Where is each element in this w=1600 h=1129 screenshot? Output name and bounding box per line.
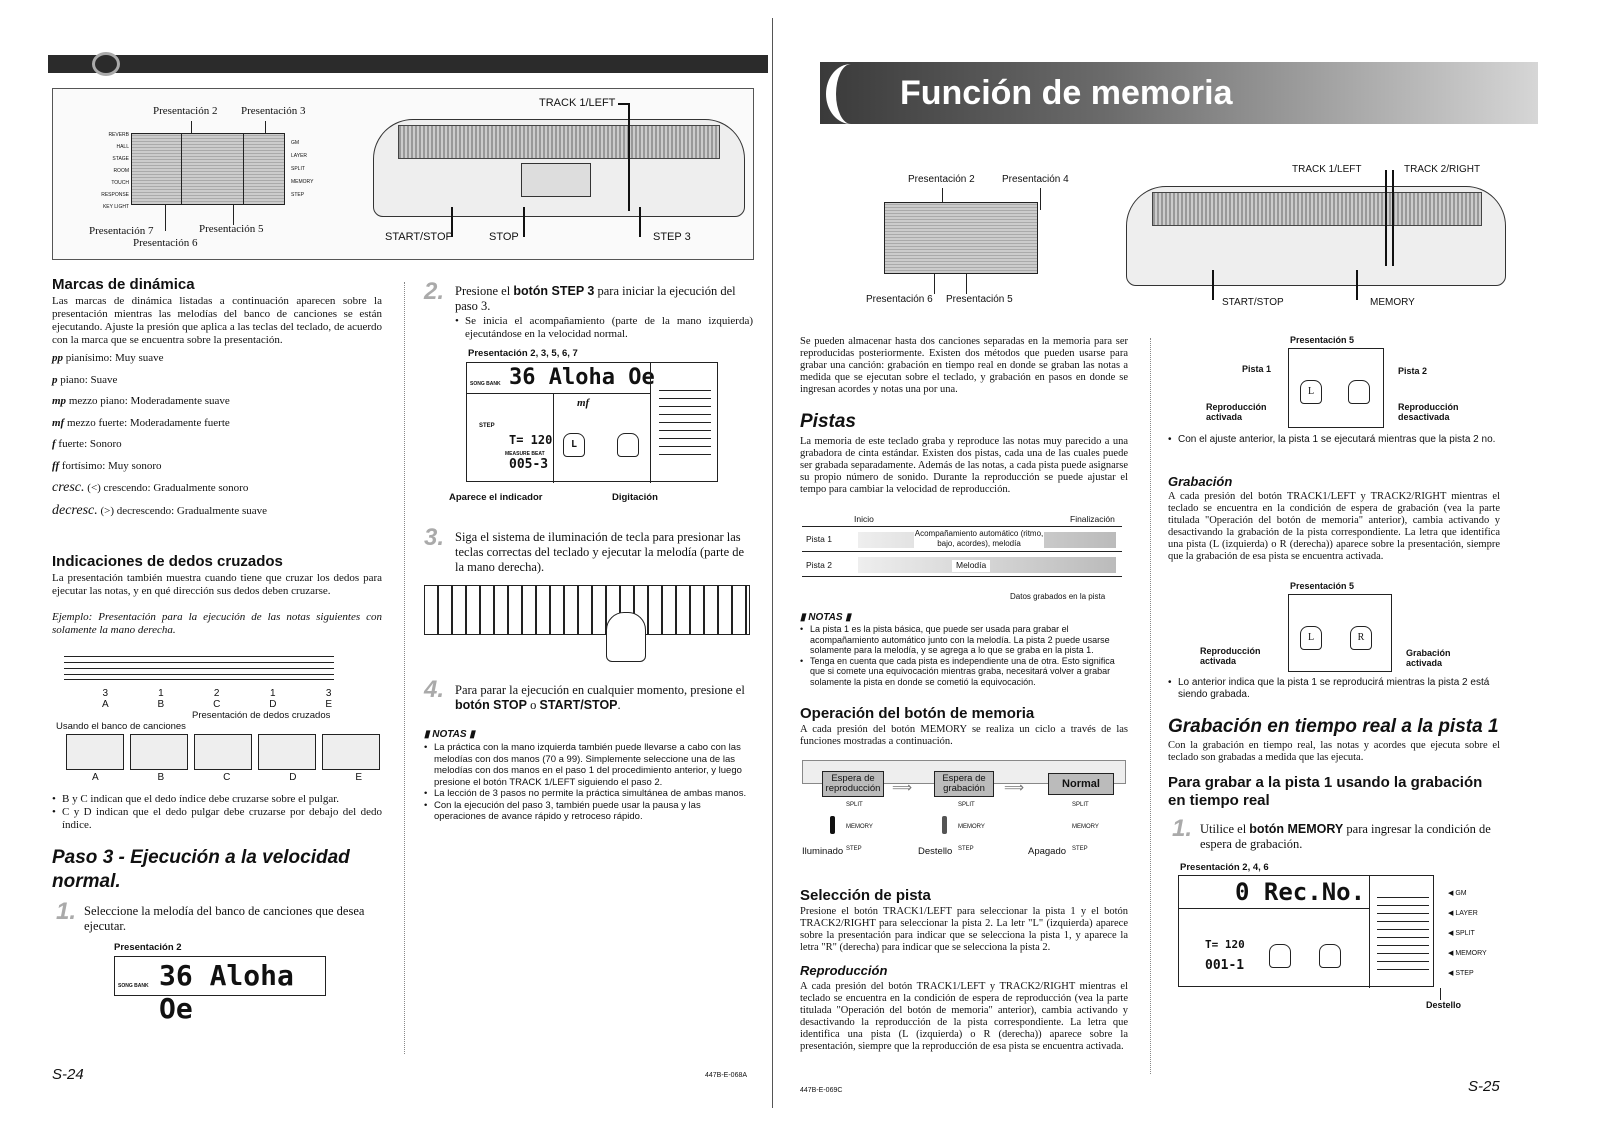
label-grab-act: Grabación activada xyxy=(1406,648,1451,668)
hands-letters: A B C D E xyxy=(92,772,362,783)
step2-text: Presione el botón STEP 3 para iniciar la ejecución del paso 3. xyxy=(455,284,736,313)
operacion-text: A cada presión del botón MEMORY se realiza un ciclo a través de las funciones mostradas a continuación. xyxy=(800,724,1128,747)
state-destello: Destello xyxy=(918,846,953,857)
heading-dedos: Indicaciones de dedos cruzados xyxy=(52,553,283,570)
speaker-grille xyxy=(398,125,720,159)
pista2-desc: Melodía xyxy=(952,560,990,572)
label-r-memory: MEMORY xyxy=(1370,297,1415,308)
indicator-group-1: SPLIT MEMORY STEP xyxy=(820,800,900,860)
side-labels-rec: ◀ GM ◀ LAYER ◀ SPLIT ◀ MEMORY ◀ STEP xyxy=(1448,890,1487,977)
heading-paso3: Paso 3 - Ejecución a la velocidad normal. xyxy=(52,847,350,892)
label-stop: STOP xyxy=(489,231,519,243)
label-pres5-a: Presentación 5 xyxy=(1290,335,1355,345)
header-ornament-right xyxy=(826,64,876,124)
grabacion-text: A cada presión del botón TRACK1/LEFT y TRACK2/RIGHT mientras el teclado se encuentra en la condición de espera de grabación (vea la parte titulada "Operación del botón de memoria" anterior), cambia activando y desactivando la grabación de la pista correspondiente. La letra que identifica una pista (L (izquierda) o R (derecha)) aparece sobre la presentación, siempre que la grabación de esa pista se encuentra activada. xyxy=(1168,491,1500,562)
state-apagado: Apagado xyxy=(1028,846,1067,857)
arrow-icon: ⟹ xyxy=(1004,781,1025,796)
label-pista2: Pista 2 xyxy=(806,560,832,570)
label-start-stop: START/STOP xyxy=(385,231,453,243)
left-hand-icon: L xyxy=(1300,380,1322,404)
label-pista2-a: Pista 2 xyxy=(1398,366,1428,376)
arrow-icon: ⟹ xyxy=(892,781,913,796)
step1-text-right: Utilice el botón MEMORY para ingresar la condición de espera de grabación. xyxy=(1200,822,1491,851)
notas-list-right: • La pista 1 es la pista básica, que puede ser usada para grabar el acompañamiento automático junto con la melodía. La pista 2 puede usarse solamente para la melodía, y se agrega a lo que se graba en la pista 1. • Tenga en cuenta que cada pista es independiente una de otra. Esto significa que si comete una equivocación mientras graba, necesitará volver a grabar solamente la pista en donde se cometió la equivocación. xyxy=(800,624,1130,687)
label-datos-grabados: Datos grabados en la pista xyxy=(1010,592,1106,601)
music-staff-lcd xyxy=(659,383,711,461)
indicator-group-3: SPLIT MEMORY STEP xyxy=(1072,802,1099,852)
col2-bullet-2: • Lo anterior indica que la pista 1 se reproducirá mientras la pista 2 está siendo grabada. xyxy=(1168,677,1500,700)
step3-text: Siga el sistema de iluminación de tecla para presionar las teclas correctas del teclado y ejecutar la melodía (parte de la mano derecha). xyxy=(455,530,745,574)
step2-number: 2. xyxy=(424,278,445,305)
pistas-text: La memoria de este teclado graba y reproduce las notas muy parecido a una grabadora de cinta estándar. Existen dos pistas, cada una de las cuales puede ser grabada separadamente. Además de las notas, a cada pista puede asignarse su propio número de sonido. Durante la reproducción se puede ajustar el tempo para cambiar la velocidad de reproducción. xyxy=(800,436,1128,495)
keyboard-diagram-left xyxy=(52,88,754,260)
label-presentacion-cruzados: Presentación de dedos cruzados xyxy=(192,710,331,721)
label-r-track1: TRACK 1/LEFT xyxy=(1292,164,1362,175)
label-usando-banco: Usando el banco de canciones xyxy=(56,721,186,732)
right-hand-icon xyxy=(617,433,639,457)
label-r-presentacion-4: Presentación 4 xyxy=(1002,174,1069,185)
label-pista1-a: Pista 1 xyxy=(1242,364,1272,374)
label-aparece: Aparece el indicador xyxy=(449,492,543,503)
label-digitacion: Digitación xyxy=(612,492,658,503)
page-number-right: S-25 xyxy=(1468,1078,1500,1095)
notas-list-left: • La práctica con la mano izquierda también puede llevarse a cabo con las melodías con dos manos (70 a 99). Simplemente seleccione una de las melodías con dos manos en el paso 1 del procedimiento anterior, y luego presione el botón TRACK 1/LEFT siguiendo el paso 2. • La lección de 3 pasos no permite la práctica simultánea de ambas manos. • Con la ejecución del paso 3, también puede usar la pausa y las operaciones de avance rápido y retroceso rápido. xyxy=(424,742,754,823)
display-panel-left xyxy=(131,133,285,205)
label-r-presentacion-5: Presentación 5 xyxy=(946,294,1013,305)
finger-numbers: 3 A 1 B 2 C 1 D 3 E xyxy=(102,688,332,710)
pista1-desc: Acompañamiento automático (ritmo, bajo, acordes), melodía xyxy=(914,529,1044,548)
heading-seleccion: Selección de pista xyxy=(800,887,931,904)
label-r-track2: TRACK 2/RIGHT xyxy=(1404,164,1481,175)
memoria-intro: Se pueden almacenar hasta dos canciones separadas en la memoria para ser reproducidas posteriormente. Existen dos métodos que pueden usarse para grabar una canción: grabación en tiempo real en donde se graban las notas a medida que se ejecutan sobre el teclado, y grabación en pasos en donde se ingresan acordes y notas una por una. xyxy=(800,336,1128,395)
label-r-presentacion-2: Presentación 2 xyxy=(908,174,975,185)
dedos-intro: La presentación también muestra cuando tiene que cruzar los dedos para ejecutar las notas, y en qué dirección sus dedos deben cruzarse. xyxy=(52,572,382,597)
label-inicio: Inicio xyxy=(854,514,874,524)
label-repro-act-a: Reproducción activada xyxy=(1206,402,1267,422)
label-pista1: Pista 1 xyxy=(806,534,832,544)
heading-reproduccion: Reproducción xyxy=(800,963,888,978)
dedos-bullets: • B y C indican que el dedo índice debe cruzarse sobre el pulgar. • C y D indican que el dedo pulgar debe cruzarse por debajo del dedo índice. xyxy=(52,793,382,832)
step2-bullet: • Se inicia el acompañamiento (parte de la mano izquierda) ejecutándose en la velocidad normal. xyxy=(455,315,753,341)
label-presentacion-6: Presentación 6 xyxy=(133,237,198,249)
step4-number: 4. xyxy=(424,676,445,703)
label-presentacion-5: Presentación 5 xyxy=(199,223,264,235)
label-step3: STEP 3 xyxy=(653,231,691,243)
mode-normal: Normal xyxy=(1048,773,1114,795)
page-gutter xyxy=(772,18,773,1108)
right-hand-icon xyxy=(1319,944,1341,968)
label-presentacion-2-lcd: Presentación 2 xyxy=(114,942,182,953)
music-staff-example xyxy=(64,656,334,680)
reproduccion-text: A cada presión del botón TRACK1/LEFT y TRACK2/RIGHT mientras el teclado se encuentra en la condición de espera de reproducción (vea la parte titulada "Operación del botón de memoria" anterior), cambia activando y desactivando la reproducción de la pista correspondiente. La letra que identifica una pista (L (izquierda) o R (derecha)) aparece sobre la presentación, siempre que la reproducción de esa pista se encuentra activada. xyxy=(800,981,1128,1052)
column-divider-right xyxy=(1150,338,1151,1074)
step3-number: 3. xyxy=(424,524,445,551)
piano-keyboard xyxy=(424,585,750,635)
label-r-presentacion-6: Presentación 6 xyxy=(866,294,933,305)
heading-pistas: Pistas xyxy=(800,411,856,432)
music-staff-rec xyxy=(1377,890,1429,974)
tiempo-real-text: Con la grabación en tiempo real, las notas y acordes que ejecuta sobre el teclado son grabadas a medida que las ejecuta. xyxy=(1168,740,1500,763)
left-hand-icon: L xyxy=(563,433,585,457)
mode-espera-grabacion: Espera de grabación xyxy=(934,771,994,797)
lcd-song-display-1: SONG BANK 36 Aloha Oe xyxy=(114,956,326,996)
label-finalizacion: Finalización xyxy=(1070,514,1115,524)
footer-code-right: 447B-E-069C xyxy=(800,1087,843,1094)
speaker-grille-right xyxy=(1152,192,1482,226)
hand-on-keys xyxy=(606,612,646,662)
label-pres5-b: Presentación 5 xyxy=(1290,581,1355,591)
left-hand-icon: L xyxy=(1300,626,1322,650)
col2-bullet-1: • Con el ajuste anterior, la pista 1 se ejecutará mientras que la pista 2 no. xyxy=(1168,434,1500,446)
label-repro-act-b: Reproducción activada xyxy=(1200,646,1261,666)
left-hand-icon xyxy=(1269,944,1291,968)
notas-heading-right: ▮ NOTAS ▮ xyxy=(800,612,851,623)
header-bar-left xyxy=(48,55,768,73)
step1-number: 1. xyxy=(56,898,77,925)
side-labels-right: GM LAYER SPLIT MEMORY STEP xyxy=(291,140,314,198)
step1-number-right: 1. xyxy=(1172,815,1193,842)
page-number-left: S-24 xyxy=(52,1066,84,1083)
page-title: Función de memoria xyxy=(900,74,1233,112)
column-divider-left xyxy=(404,282,405,1054)
label-presentacion-7: Presentación 7 xyxy=(89,225,154,237)
step4-text: Para parar la ejecución en cualquier momento, presione el botón STOP o START/STOP. xyxy=(455,683,745,712)
seleccion-text: Presione el botón TRACK1/LEFT para seleccionar la pista 1 y el botón TRACK2/RIGHT para seleccionar la pista 2. La letr "L" (izquierda) aparece sobre la presentación para indicar que se selecciona la pista 1, y aparece la letra "R" (derecha) para indicar que se selecciona la pista 2. xyxy=(800,906,1128,953)
dedos-example: Ejemplo: Presentación para la ejecución de las notas siguientes con solamente la mano derecha. xyxy=(52,611,382,636)
heading-tiempo-real: Grabación en tiempo real a la pista 1 xyxy=(1168,716,1499,737)
label-presentacion-3: Presentación 3 xyxy=(241,105,306,117)
step1-text: Seleccione la melodía del banco de canciones que desea ejecutar. xyxy=(84,904,365,933)
label-r-start-stop: START/STOP xyxy=(1222,297,1284,308)
keyboard-screen xyxy=(521,163,591,197)
notas-heading-left: ▮ NOTAS ▮ xyxy=(424,729,475,740)
heading-para-grabar: Para grabar a la pista 1 usando la grabación en tiempo real xyxy=(1168,774,1483,809)
state-iluminado: Iluminado xyxy=(802,846,844,857)
heading-grabacion: Grabación xyxy=(1168,474,1233,489)
dynamics-list: pp pianísimo: Muy suave p piano: Suave mp mezzo piano: Moderadamente suave mf mezzo fuerte: Moderadamente fuerte f fuerte: Sonoro ff fortísimo: Muy sonoro cresc. (<) crescendo: Gradualmente sonoro decresc. (>) decrescendo: Gradualmente suave xyxy=(52,352,268,518)
label-destello: Destello xyxy=(1426,1000,1462,1010)
right-hand-icon xyxy=(1348,380,1370,404)
label-track1-left: TRACK 1/LEFT xyxy=(539,97,616,109)
label-presentacion-2: Presentación 2 xyxy=(153,105,218,117)
side-labels-left: REVERB HALL STAGE ROOM TOUCH RESPONSE KEY LIGHT xyxy=(101,132,129,210)
footer-code-left: 447B-E-068A xyxy=(705,1072,748,1079)
indicator-group-2: SPLIT MEMORY STEP xyxy=(932,800,1012,860)
mode-espera-reproduccion: Espera de reproducción xyxy=(822,771,884,797)
label-pres-2-4-6: Presentación 2, 4, 6 xyxy=(1180,862,1269,873)
right-hand-icon: R xyxy=(1350,626,1372,650)
header-ornament-left xyxy=(92,52,120,76)
heading-operacion: Operación del botón de memoria xyxy=(800,705,1035,722)
marcas-intro: Las marcas de dinámica listadas a continuación aparecen sobre la presentación mientras las melodías del banco de canciones se están ejecutando. Ajuste la presión que aplica a las teclas del teclado, de acuerdo con la marca que se encuentra sobre la presentación. xyxy=(52,295,382,346)
heading-marcas: Marcas de dinámica xyxy=(52,276,195,293)
display-panel-right xyxy=(884,202,1038,274)
label-pres-2-3-5-6-7: Presentación 2, 3, 5, 6, 7 xyxy=(468,348,578,359)
lcd-display-step2: SONG BANK 36 Aloha Oe mf STEP T= 120 MEASURE BEAT 005-3 L xyxy=(466,362,718,482)
label-repro-desact-a: Reproducción desactivada xyxy=(1398,402,1459,422)
lcd-rec-display: 0 Rec.No. T= 120 001-1 xyxy=(1178,875,1434,987)
